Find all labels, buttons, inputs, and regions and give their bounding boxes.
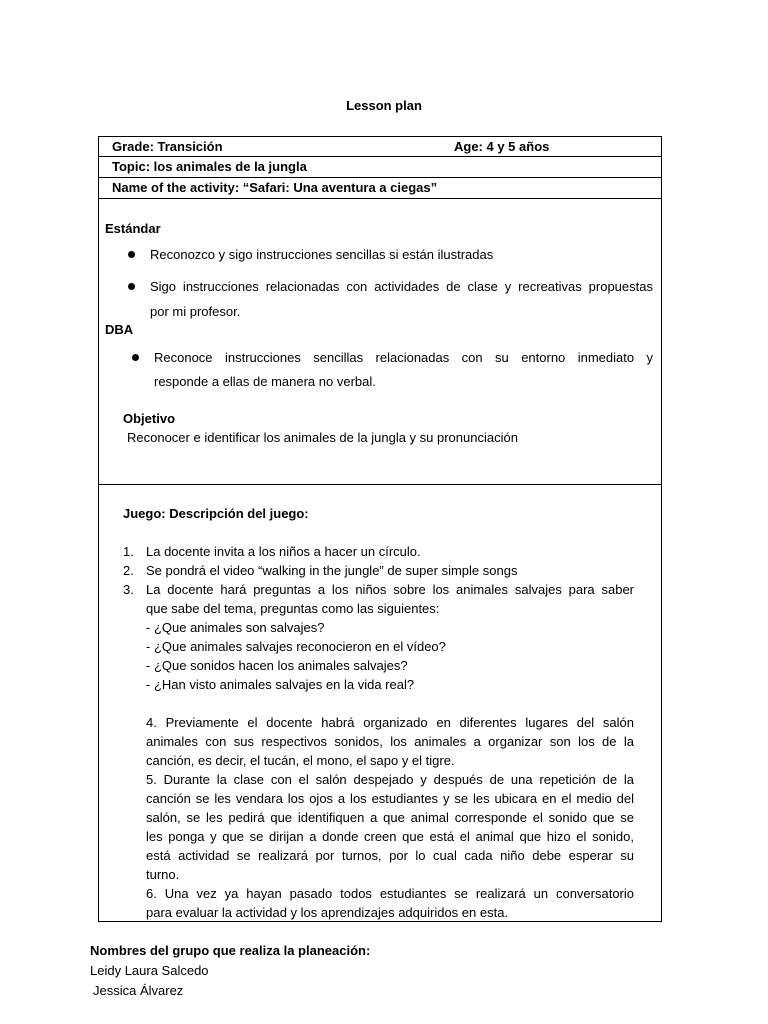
bullet-icon <box>128 251 135 258</box>
step-3-line2: que sabe del tema, preguntas como las siguientes: <box>146 601 440 616</box>
step-2: Se pondrá el video “walking in the jungle” de super simple songs <box>146 563 518 578</box>
estandar-item-2-cont: por mi profesor. <box>150 304 241 319</box>
dba-item-line1: Reconoce instrucciones sencillas relacionadas con su entorno inmediato y <box>154 350 653 365</box>
lesson-plan-table <box>98 136 662 922</box>
group-names-heading: Nombres del grupo que realiza la planeación: <box>90 943 371 958</box>
estandar-item-2: Sigo instrucciones relacionadas con actividades de clase y recreativas propuestas <box>150 279 653 294</box>
group-member-1: Leidy Laura Salcedo <box>90 963 209 978</box>
activity-name-row: Name of the activity: “Safari: Una aventura a ciegas” <box>99 178 661 199</box>
dba-heading: DBA <box>105 322 134 337</box>
step-1: La docente invita a los niños a hacer un círculo. <box>146 544 421 559</box>
estandar-heading: Estándar <box>105 221 161 236</box>
topic-row: Topic: los animales de la jungla <box>99 157 661 178</box>
game-section <box>99 485 661 921</box>
dba-item-line2: responde a ellas de manera no verbal. <box>154 374 376 389</box>
paragraph-6-line: para evaluar la actividad y los aprendizajes adquiridos en esta. <box>146 905 509 920</box>
objetivo-heading: Objetivo <box>123 411 176 426</box>
paragraph-4-line: 4. Previamente el docente habrá organizado en diferentes lugares del salón <box>146 715 634 730</box>
paragraph-5-line: turno. <box>146 867 180 882</box>
paragraph-5-line: salón, se les pedirá que identifiquen a que animal corresponde el sonido que se <box>146 810 634 825</box>
age-cell: Age: 4 y 5 años <box>454 139 550 154</box>
bullet-icon <box>128 283 135 290</box>
question-item: - ¿Que animales salvajes reconocieron en el vídeo? <box>146 639 446 654</box>
juego-heading: Juego: Descripción del juego: <box>123 506 309 521</box>
group-member-2: Jessica Álvarez <box>93 983 184 998</box>
objetivo-text: Reconocer e identificar los animales de la jungla y su pronunciación <box>127 430 518 445</box>
bullet-icon <box>132 354 139 361</box>
paragraph-4-line: canción, es decir, el tucán, el mono, el sapo y el tigre. <box>146 753 455 768</box>
paragraph-5-line: 5. Durante la clase con el salón despejado y después de una repetición de la <box>146 772 634 787</box>
grade-row <box>99 137 661 157</box>
step-number: 1. <box>123 544 134 559</box>
paragraph-5-line: está actividad se realizará por turnos, por lo cual cada niño debe esperar su <box>146 848 634 863</box>
question-item: - ¿Que animales son salvajes? <box>146 620 325 635</box>
question-item: - ¿Que sonidos hacen los animales salvajes? <box>146 658 408 673</box>
question-item: - ¿Han visto animales salvajes en la vida real? <box>146 677 415 692</box>
paragraph-5-line: les ponga y que se dirijan a donde creen que está el animal que hizo el sonido, <box>146 829 634 844</box>
grade-cell: Grade: Transición <box>112 139 223 154</box>
document-title: Lesson plan <box>346 98 422 113</box>
step-3-line1: La docente hará preguntas a los niños sobre los animales salvajes para saber <box>146 582 634 597</box>
group-names <box>90 941 370 1001</box>
estandar-item-1: Reconozco y sigo instrucciones sencillas si están ilustradas <box>150 247 494 262</box>
step-number: 2. <box>123 563 134 578</box>
paragraph-5-line: canción se les vendara los ojos a los estudiantes y se les ubicara en el medio del <box>146 791 634 806</box>
paragraph-6-line: 6. Una vez ya hayan pasado todos estudiantes se realizará un conversatorio <box>146 886 634 901</box>
step-number: 3. <box>123 582 134 597</box>
standards-section <box>99 199 661 485</box>
paragraph-4-line: animales con sus respectivos sonidos, los animales a organizar son los de la <box>146 734 634 749</box>
